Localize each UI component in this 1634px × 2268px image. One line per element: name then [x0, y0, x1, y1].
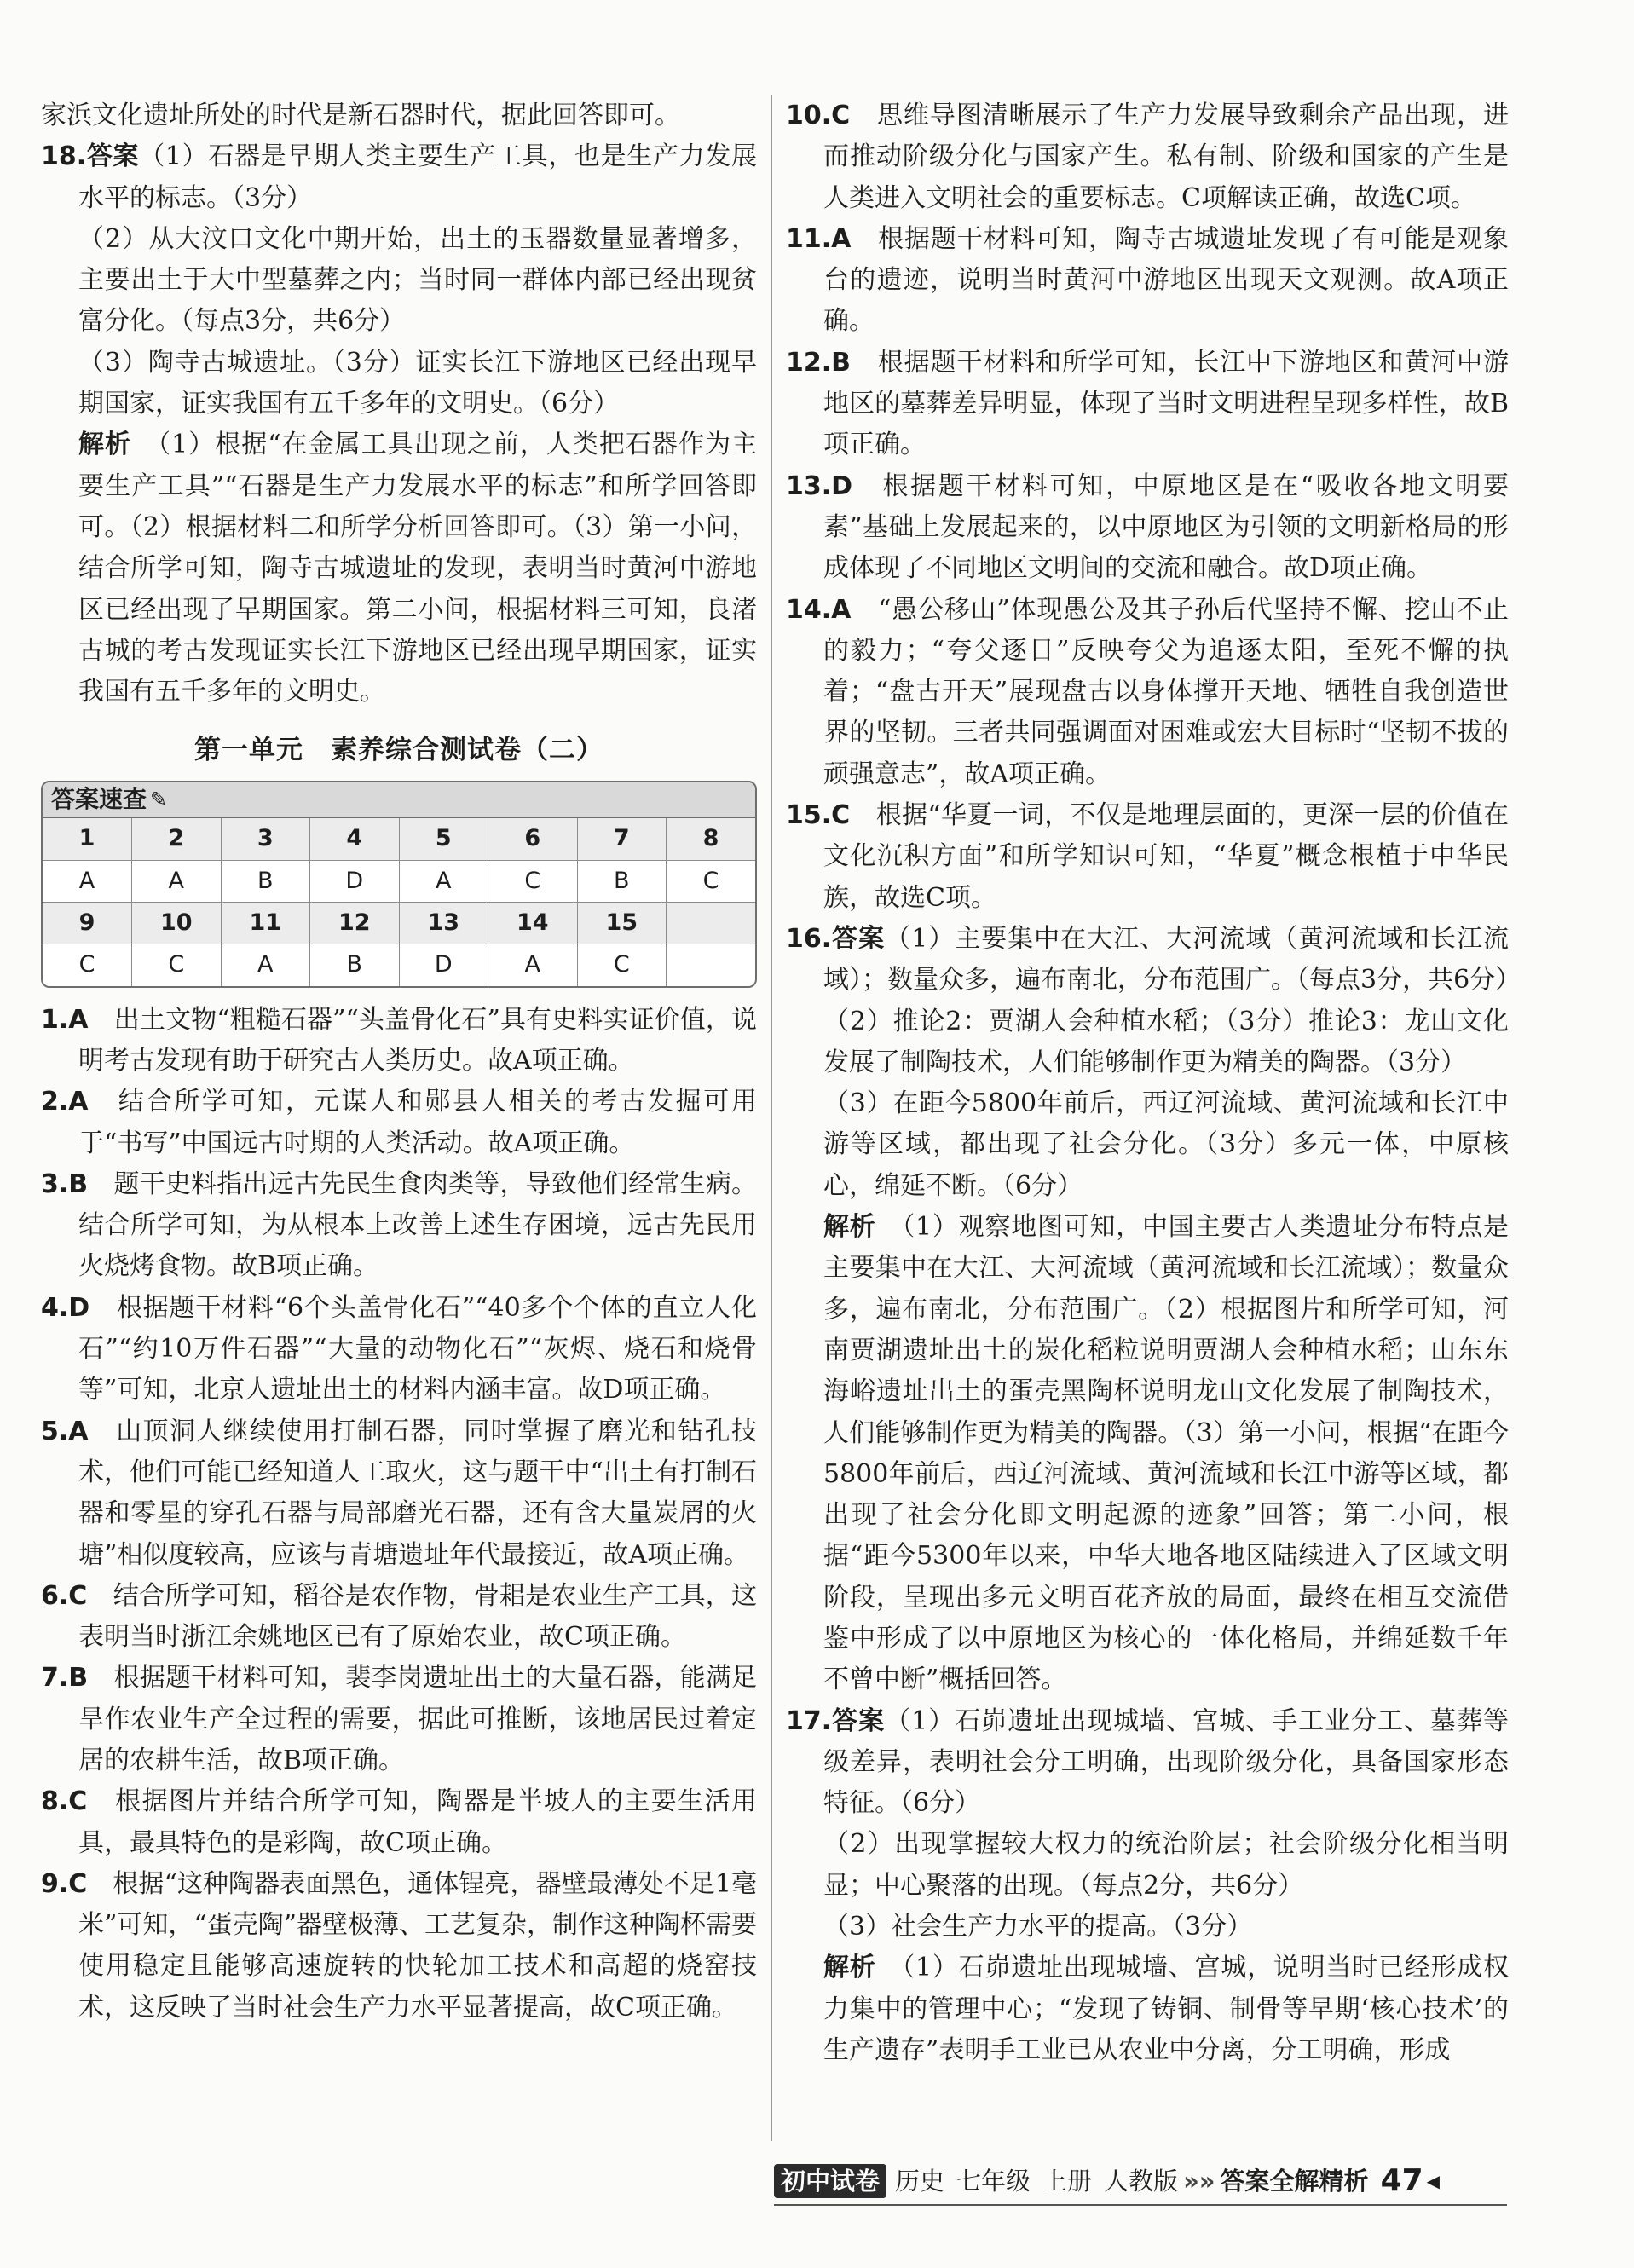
question-number-cell: 6 [488, 818, 578, 860]
answer-item-11: 11.A 根据题干材料可知，陶寺古城遗址发现了有可能是观象台的遗迹，说明当时黄河中游地区出现天文观测。故A项正确。 [786, 223, 1510, 337]
double-chevron-icon: »» [1183, 2167, 1215, 2196]
q16-number: 16. [786, 923, 832, 954]
answer-item-6: 6.C 结合所学可知，稻谷是农作物，骨耜是农业生产工具，这表明当时浙江余姚地区已有了原始农业，故C项正确。 [41, 1580, 758, 1653]
answer-letter-cell: A [221, 944, 310, 986]
q18-answer-label: 答案 [86, 141, 140, 172]
page-footer [774, 2156, 1507, 2202]
q16-answer-1: 16.答案（1）主要集中在大江、大河流域（黄河流域和长江流域）；数量众多，遍布南北，分布范围广。（每点3分，共6分） [786, 923, 1521, 995]
answer-letter-cell: C [577, 944, 667, 986]
question-16 [786, 919, 1521, 1701]
answer-number: 2.A [41, 1087, 89, 1117]
question-number-cell: 12 [310, 903, 400, 944]
question-number-cell: 14 [488, 903, 578, 944]
answer-letter-cell [667, 944, 756, 986]
answer-card-header: 答案速查 ✎ [43, 782, 755, 818]
question-17 [786, 1701, 1509, 2072]
triangle-left-icon: ◀ [1426, 2171, 1441, 2191]
right-column [786, 95, 1521, 2071]
answer-item-3: 3.B 题干史料指出远古先民生食肉类等，导致他们经常生病。结合所学可知，为从根本上改善上述生存困境，远古先民用火烧烤食物。故B项正确。 [41, 1169, 758, 1282]
answer-letter-cell: D [399, 944, 488, 986]
question-number-cell: 5 [399, 818, 488, 860]
q16-answer-label: 答案 [831, 923, 886, 954]
answer-item-12: 12.B 根据题干材料和所学可知，长江中下游地区和黄河中游地区的墓葬差异明显，体现了当时文明进程呈现多样性，故B项正确。 [786, 347, 1510, 460]
page-number: 47 [1380, 2163, 1423, 2198]
answer-number: 12.B [786, 347, 852, 378]
answer-item-14: 14.A “愚公移山”体现愚公及其子孙后代坚持不懈、挖山不止的毅力；“夸父逐日”反映夸父为追逐太阳，至死不懈的执着；“盘古开天”展现盘古以身体撑开天地、牺牲自我创造世界的坚韧。三者共同强调面对困难或宏大目标时“坚韧不拔的顽强意志”，故A项正确。 [786, 594, 1510, 789]
answer-quick-check [41, 781, 757, 987]
q16-answer-2: （2）推论2：贾湖人会种植水稻；（3分）推论3：龙山文化发展了制陶技术，人们能够制作更为精美的陶器。（3分） [823, 1006, 1509, 1077]
q17-answer-2: （2）出现掌握较大权力的统治阶层；社会阶级分化相当明显；中心聚落的出现。（每点2分，共6分） [823, 1829, 1509, 1901]
q16-answer-3: （3）在距今5800年前后，西辽河流域、黄河流域和长江中游等区域，都出现了社会分化。（3分）多元一体，中原核心，绵延不断。（6分） [823, 1088, 1509, 1201]
question-18 [41, 136, 757, 713]
answer-number: 10.C [786, 101, 851, 130]
question-number-cell: 4 [310, 818, 400, 860]
answer-item-5: 5.A 山顶洞人继续使用打制石器，同时掌握了磨光和钻孔技术，他们可能已经知道人工取火，这与题干中“出土有打制石器和零星的穿孔石器与局部磨光石器，还有含大量炭屑的火塘”相似度较高，应该与青塘遗址年代最接近，故A项正确。 [41, 1416, 758, 1570]
answer-letter-cell: A [132, 860, 222, 902]
answer-item-10: 10.C 思维导图清晰展示了生产力发展导致剩余产品出现，进而推动阶级分化与国家产生。私有制、阶级和国家的产生是人类进入文明社会的重要标志。C项解读正确，故选C项。 [786, 101, 1510, 213]
q18-number: 18. [41, 141, 87, 172]
question-number-cell: 10 [132, 903, 222, 944]
answer-item-4: 4.D 根据题干材料“6个头盖骨化石”“40多个个体的直立人化石”“约10万件石器”“大量的动物化石”“灰烬、烧石和烧骨等”可知，北京人遗址出土的材料内涵丰富。故D项正确。 [41, 1292, 758, 1405]
answer-letter-cell: B [221, 860, 310, 902]
q18-answer-2: （2）从大汶口文化中期开始，出土的玉器数量显著增多，主要出土于大中型墓葬之内；当时同一群体内部已经出现贫富分化。（每点3分，共6分） [78, 223, 757, 337]
q16-analysis: 解析 （1）观察地图可知，中国主要古人类遗址分布特点是主要集中在大江、大河流域（黄河流域和长江流域）；数量众多，遍布南北，分布范围广。（2）根据图片和所学可知，河南贾湖遗址出土的炭化稻粒说明贾湖人会种植水稻；山东东海峪遗址出土的蛋壳黑陶杯说明龙山文化发展了制陶技术，人们能够制作更为精美的陶器。（3）第一小问，根据“在距今5800年前后，西辽河流域、黄河流域和长江中游等区域，都出现了社会分化即文明起源的迹象”回答；第二小问，根据“距今5300年以来，中华大地各地区陆续进入了区域文明阶段，呈现出多元文明百花齐放的局面，最终在相互交流借鉴中形成了以中原地区为核心的一体化格局，并绵延数千年不曾中断”概括回答。 [823, 1212, 1509, 1695]
question-number-cell: 7 [577, 818, 667, 860]
question-number-cell: 8 [667, 818, 756, 860]
answer-number: 15.C [786, 800, 851, 831]
q17-answer-label: 答案 [831, 1705, 886, 1736]
answer-number: 13.D [786, 470, 853, 501]
answer-letter-cell: A [43, 860, 132, 902]
footer-rule [774, 2204, 1507, 2206]
question-number-cell: 2 [132, 818, 222, 860]
answer-table [43, 818, 755, 985]
answer-number: 5.A [41, 1416, 89, 1446]
footer-grade: 七年级 [956, 2167, 1031, 2196]
question-number-cell: 11 [221, 903, 310, 944]
answer-item-9: 9.C 根据“这种陶器表面黑色，通体锃亮，器壁最薄处不足1毫米”可知，“蛋壳陶”器壁极薄、工艺复杂，制作这种陶杯需要使用稳定且能够高速旋转的快轮加工技术和高超的烧窑技术，这反映了当时社会生产力水平显著提高，故C项正确。 [41, 1868, 758, 2023]
answer-number: 14.A [786, 594, 852, 625]
question-number-cell: 1 [43, 818, 132, 860]
answer-letter-cell: D [310, 860, 400, 902]
footer-subject: 历史 [895, 2167, 945, 2196]
answer-letter-cell: B [577, 860, 667, 902]
footer-edition: 人教版 [1104, 2167, 1179, 2196]
answer-number: 6.C [41, 1580, 88, 1611]
brand-badge: 初中试卷 [774, 2164, 886, 2198]
question-number-cell: 13 [399, 903, 488, 944]
q18-answer-3: （3）陶寺古城遗址。（3分）证实长江下游地区已经出现早期国家，证实我国有五千多年的文明史。（6分） [78, 347, 757, 419]
answer-number: 4.D [41, 1292, 90, 1323]
q18-analysis: 解析 （1）根据“在金属工具出现之前，人类把石器作为主要生产工具”“石器是生产力发展水平的标志”和所学回答即可。（2）根据材料二和所学分析回答即可。（3）第一小问，结合所学可知，陶寺古城遗址的发现，表明当时黄河中游地区已经出现了早期国家。第二小问，根据材料三可知，良渚古城的考古发现证实长江下游地区已经出现早期国家，证实我国有五千多年的文明史。 [78, 430, 757, 707]
answer-item-8: 8.C 根据图片并结合所学可知，陶器是半坡人的主要生活用具，最具特色的是彩陶，故C项正确。 [41, 1786, 758, 1858]
section-title: 第一单元 素养综合测试卷（二） [194, 735, 603, 766]
question-number-cell: 3 [221, 818, 310, 860]
q17-answer-1: 17.答案（1）石峁遗址出现城墙、宫城、手工业分工、墓葬等级差异，表明社会分工明确，出现阶级分化，具备国家形态特征。（6分） [786, 1705, 1510, 1819]
footer-volume: 上册 [1042, 2167, 1093, 2196]
footer-book-title: 答案全解精析 [1220, 2167, 1369, 2196]
answer-number: 1.A [41, 1004, 89, 1035]
answer-letter-cell: B [310, 944, 400, 986]
answer-table-row [43, 903, 755, 944]
answer-item-2: 2.A 结合所学可知，元谋人和郧县人相关的考古发掘可用于“书写”中国远古时期的人类活动。故A项正确。 [41, 1087, 757, 1158]
column-divider [771, 95, 772, 2141]
pencil-icon: ✎ [150, 788, 168, 812]
q17-analysis: 解析 （1）石峁遗址出现城墙、宫城，说明当时已经形成权力集中的管理中心；“发现了铸铜、制骨等早期‘核心技术’的生产遗存”表明手工业已从农业中分离，分工明确，形成 [823, 1953, 1509, 2065]
answer-table-row [43, 818, 755, 860]
left-column [41, 95, 757, 2029]
left-answer-list [41, 1000, 757, 2029]
answer-letter-cell: C [667, 860, 756, 902]
answer-letter-cell: A [488, 944, 578, 986]
question-number-cell: 15 [577, 903, 667, 944]
q17-analysis-label: 解析 [823, 1953, 876, 1983]
question-number-cell: 9 [43, 903, 132, 944]
answer-letter-cell: C [43, 944, 132, 986]
answer-letter-cell: C [488, 860, 578, 902]
answer-letter-cell: C [132, 944, 222, 986]
answer-item-13: 13.D 根据题干材料可知，中原地区是在“吸收各地文明要素”基础上发展起来的，以中原地区为引领的文明新格局的形成体现了不同地区文明间的交流和融合。故D项正确。 [786, 470, 1509, 584]
q18-answer-1: 18.答案（1）石器是早期人类主要生产工具，也是生产力发展水平的标志。（3分） [41, 141, 758, 213]
intro-text: 家浜文化遗址所处的时代是新石器时代，据此回答即可。 [41, 101, 680, 130]
answer-number: 3.B [41, 1169, 89, 1199]
q17-answer-3: （3）社会生产力水平的提高。（3分） [823, 1912, 1253, 1942]
answer-item-7: 7.B 根据题干材料可知，裴李岗遗址出土的大量石器，能满足旱作农业生产全过程的需要，据此可推断，该地居民过着定居的农耕生活，故B项正确。 [41, 1663, 758, 1775]
answer-item-1: 1.A 出土文物“粗糙石器”“头盖骨化石”具有史料实证价值，说明考古发现有助于研究古人类历史。故A项正确。 [41, 1004, 757, 1076]
answer-number: 11.A [786, 223, 852, 254]
q16-analysis-label: 解析 [823, 1212, 876, 1243]
answer-number: 9.C [41, 1868, 88, 1899]
answer-letter-cell: A [399, 860, 488, 902]
answer-item-15: 15.C 根据“华夏一词，不仅是地理层面的，更深一层的价值在文化沉积方面”和所学知识可知，“华夏”概念根植于中华民族，故选C项。 [786, 800, 1509, 913]
q17-number: 17. [786, 1705, 832, 1736]
answer-table-row [43, 944, 755, 986]
q18-analysis-label: 解析 [78, 430, 132, 460]
answer-number: 8.C [41, 1786, 88, 1817]
answer-table-row [43, 860, 755, 902]
question-number-cell [667, 903, 756, 944]
answer-number: 7.B [41, 1663, 89, 1694]
